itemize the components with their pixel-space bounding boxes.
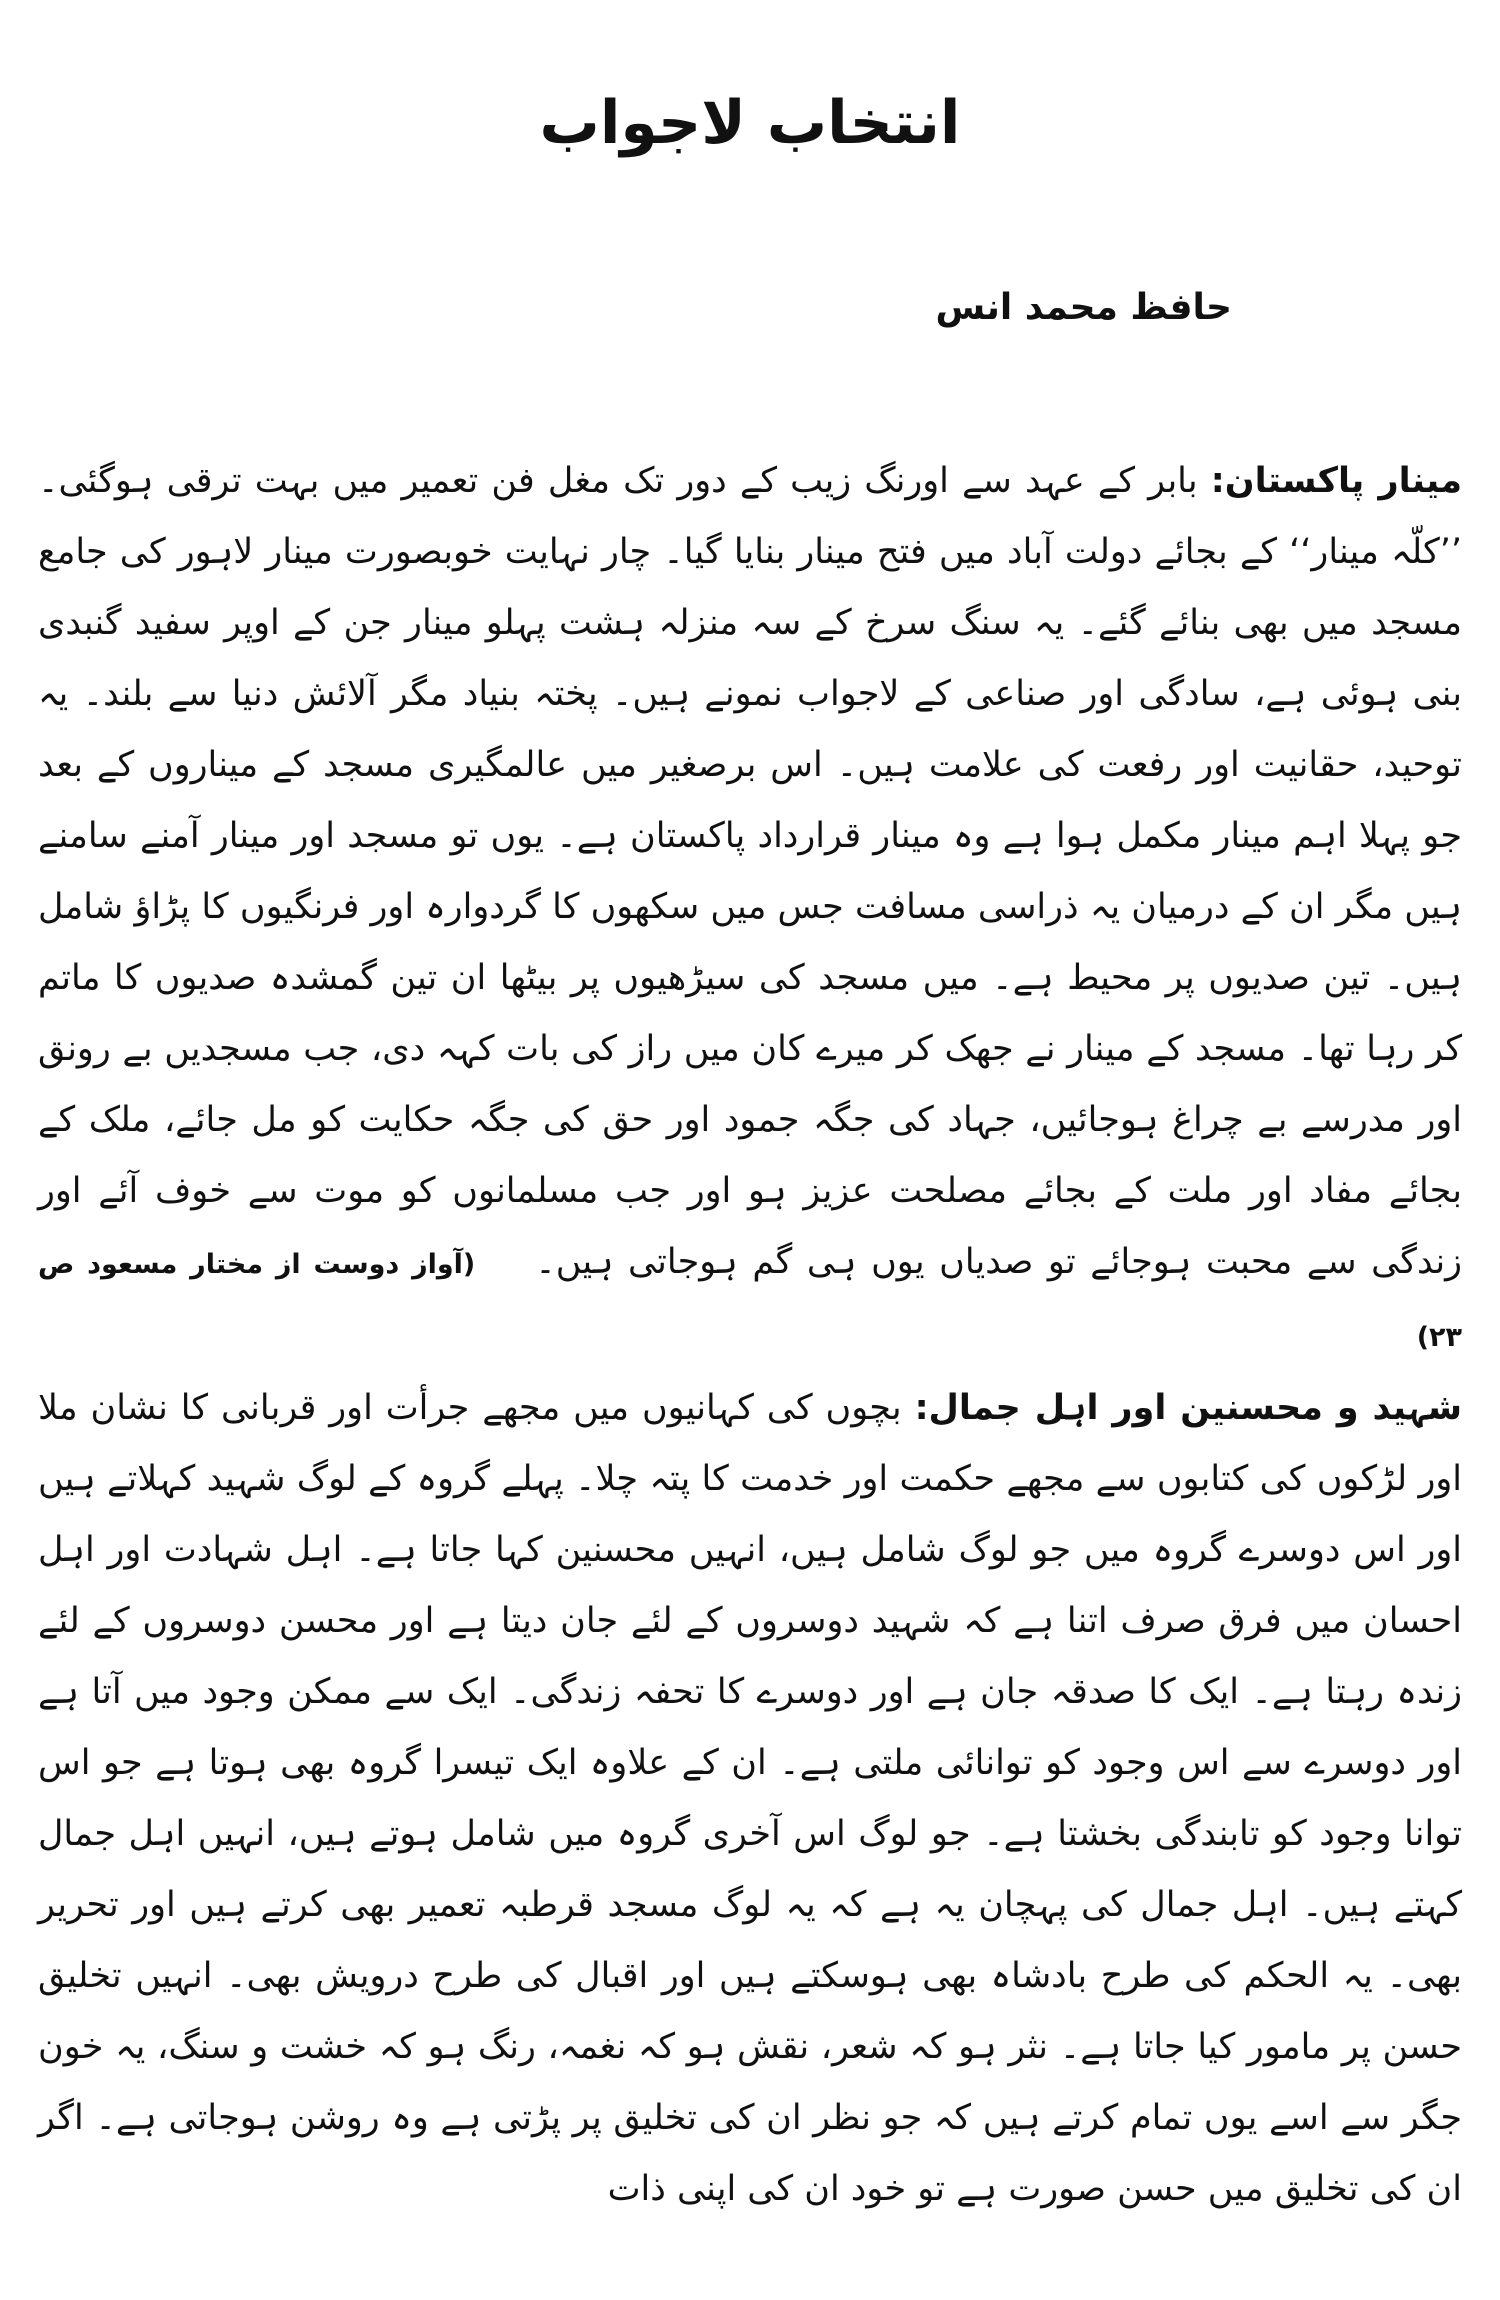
paragraph-minar-pakistan — [38, 446, 1462, 1373]
article-body — [38, 446, 1462, 2225]
author-name: حافظ محمد انس — [935, 287, 1232, 328]
section-heading: شہید و محسنین اور اہل جمال: — [914, 1388, 1462, 1428]
paragraph-shaheed-mohsineen — [38, 1373, 1462, 2225]
section-heading: مینار پاکستان: — [1210, 461, 1462, 501]
section-text: بچوں کی کہانیوں میں مجھے جرأت اور قربانی کا نشان ملا اور لڑکوں کی کتابوں سے مجھے حکمت اور خدمت کا پتہ چلا۔ پہلے گروہ کے لوگ شہید کہلاتے ہیں اور اس دوسرے گروہ میں جو لوگ شامل ہیں، انہیں محسنین کہا جاتا ہے۔ اہل شہادت اور اہل احسان میں فرق صرف اتنا ہے کہ شہید دوسروں کے لئے جان دیتا ہے اور محسن دوسروں کے لئے زندہ رہتا ہے۔ ایک کا صدقہ جان ہے اور دوسرے کا تحفہ زندگی۔ ایک سے ممکن وجود میں آتا ہے اور دوسرے سے اس وجود کو توانائی ملتی ہے۔ ان کے علاوہ ایک تیسرا گروہ بھی ہوتا ہے جو اس توانا وجود کو تابندگی بخشتا ہے۔ جو لوگ اس آخری گروہ میں شامل ہوتے ہیں، انہیں اہل جمال کہتے ہیں۔ اہل جمال کی پہچان یہ ہے کہ یہ لوگ مسجد قرطبہ تعمیر بھی کرتے ہیں اور تحریر بھی۔ یہ الحکم کی طرح بادشاہ بھی ہوسکتے ہیں اور اقبال کی طرح درویش بھی۔ انہیں تخلیق حسن پر مامور کیا جاتا ہے۔ نثر ہو کہ شعر، نقش ہو کہ نغمہ، رنگ ہو کہ خشت و سنگ، یہ خون جگر سے اسے یوں تمام کرتے ہیں کہ جو نظر ان کی تخلیق پر پڑتی ہے وہ روشن ہوجاتی ہے۔ اگر ان کی تخلیق میں حسن صورت ہے تو خود ان کی اپنی ذات — [38, 1388, 1462, 2209]
section-text: بابر کے عہد سے اورنگ زیب کے دور تک مغل فن تعمیر میں بہت ترقی ہوگئی۔ ’’کلّہ مینار‘‘ کے بجائے دولت آباد میں فتح مینار بنایا گیا۔ چار نہایت خوبصورت مینار لاہور کی جامع مسجد میں بھی بنائے گئے۔ یہ سنگ سرخ کے سہ منزلہ ہشت پہلو مینار جن کے اوپر سفید گنبدی بنی ہوئی ہے، سادگی اور صناعی کے لاجواب نمونے ہیں۔ پختہ بنیاد مگر آلائش دنیا سے بلند۔ یہ توحید، حقانیت اور رفعت کی علامت ہیں۔ اس برصغیر میں عالمگیری مسجد کے میناروں کے بعد جو پہلا اہم مینار مکمل ہوا ہے وہ مینار قرارداد پاکستان ہے۔ یوں تو مسجد اور مینار آمنے سامنے ہیں مگر ان کے درمیان یہ ذراسی مسافت جس میں سکھوں کا گردوارہ اور فرنگیوں کا پڑاؤ شامل ہیں۔ تین صدیوں پر محیط ہے۔ میں مسجد کی سیڑھیوں پر بیٹھا ان تین گمشدہ صدیوں کا ماتم کر رہا تھا۔ مسجد کے مینار نے جھک کر میرے کان میں راز کی بات کہہ دی، جب مسجدیں بے رونق اور مدرسے بے چراغ ہوجائیں، جہاد کی جگہ جمود اور حق کی جگہ حکایت کو مل جائے، ملک کے بجائے مفاد اور ملت کے بجائے مصلحت عزیز ہو اور جب مسلمانوں کو موت سے خوف آئے اور زندگی سے محبت ہوجائے تو صدیاں یوں ہی گم ہوجاتی ہیں۔ — [38, 461, 1462, 1282]
citation: (آواز دوست از مختار مسعود ص ۲۳) — [38, 1249, 1462, 1353]
page-title: انتخاب لاجواب — [539, 88, 961, 158]
